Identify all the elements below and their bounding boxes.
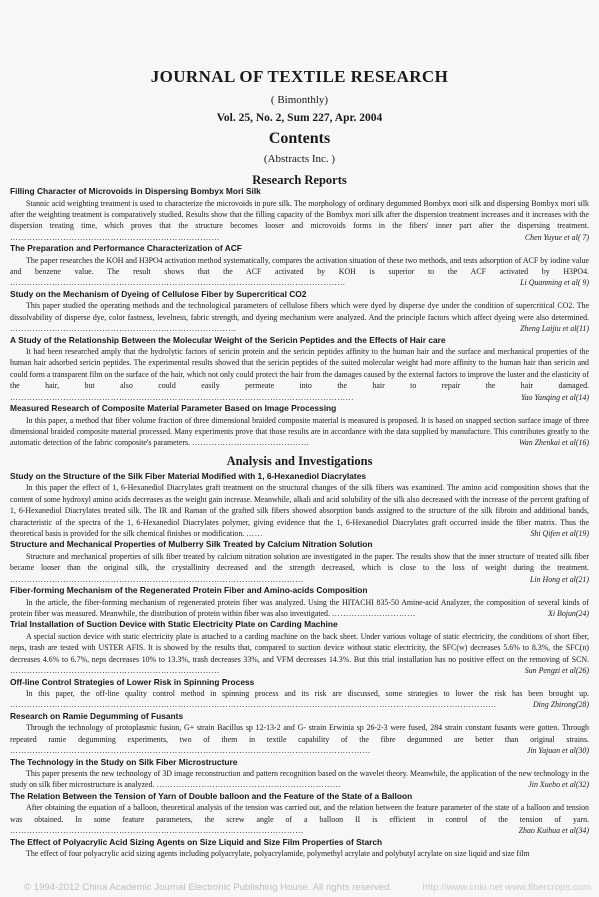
masthead — [0, 66, 599, 189]
article-author: Jin Yajuan et al(30) — [507, 745, 589, 756]
article-author: Zheng Laijiu et al(11) — [500, 323, 589, 334]
article-entry — [10, 585, 589, 619]
article-entry — [10, 243, 589, 289]
article-abstract: A special suction device with static electricity plate is attached to a carding machine on the back sheet. Under various voltage of static electricity, the conditions of short fiber, neps, trash are tested with USTER AFIS. It is showed by the results that, compared to suction device without static electricity, the SFC(w) decreases 5.6% to 8.3%, the SFC(n) decreases 4.6% to 6.7%, neps decreases 10% to 13.3%, trash decreases 33%, and VFM decreases 14.3%. But this trial installation has no positive effect on the removing of SCN. ………………………………………………………………… Sun Pengzi et al(26) — [10, 631, 589, 676]
article-abstract: In the article, the fiber-forming mechanism of regenerated protein fiber was analyzed. Using the HITACHI 835-50 Amine-acid Analyzer, the composition of several kinds of protein fiber was measured. Meanwhile, the distribution of protein within fiber was also investigated. ………………………… Xi Bojun(24) — [10, 597, 589, 618]
article-entry — [10, 791, 589, 837]
article-entry — [10, 335, 589, 404]
article-abstract: This paper presents the new technology of 3D image reconstruction and pattern recognition based on the wavelet theory. Meanwhile, the application of the new technology in the study on silk fiber microstructure is analyzed. ………………………………………………………… Jin Xuebo et al(32) — [10, 769, 589, 790]
article-title[interactable]: Study on the Mechanism of Dyeing of Cellulose Fiber by Supercritical CO2 — [10, 288, 307, 299]
article-abstract: In this paper, the off-line quality control method in spinning process and its risk are discussed, some strategies to lower the risk has been brought up. ………………………………………………………………………………………………………………………………………………………… Ding Zhirong(28) — [10, 689, 589, 710]
article-title[interactable]: The Effect of Polyacrylic Acid Sizing Agents on Size Liquid and Size Film Properties of Starch — [10, 836, 383, 847]
article-entry — [10, 677, 589, 711]
article-entry — [10, 186, 589, 243]
article-entry — [10, 711, 589, 757]
section-research-reports: Research Reports — [252, 173, 347, 187]
article-author: Jin Xuebo et al(32) — [508, 779, 589, 790]
article-author: Ding Zhirong(28) — [513, 699, 589, 710]
article-entry — [10, 619, 589, 676]
article-entry — [10, 757, 589, 791]
article-author: Li Quanming et al( 9) — [500, 277, 589, 288]
article-author: Lin Hong et al(21) — [510, 574, 589, 585]
article-entry — [10, 403, 589, 449]
article-author: Sun Pengzi et al(26) — [505, 665, 589, 676]
article-title[interactable]: Fiber-forming Mechanism of the Regenerated Protein Fiber and Amino-acids Composition — [10, 585, 368, 596]
article-abstract: In this paper, a method that fiber volume fraction of three dimensional braided composite material is measured is proposed. It is based on snapped section surface image of three dimensional braided composite material processed. Many experiments prove that those results are in accordance with the data supplied by manufacture. This contributes greatly to the automatic detection of the fabric composite's parameters. …………………………………… Wan Zhenkai et al(16) — [10, 415, 589, 448]
article-author: Wan Zhenkai et al(16) — [499, 437, 589, 448]
article-title[interactable]: The Preparation and Performance Characterization of ACF — [10, 243, 242, 254]
article-title[interactable]: Research on Ramie Degumming of Fusants — [10, 710, 184, 721]
article-abstract: In this paper the effect of 1, 6-Hexanediol Diacrylates graft treatment on the structural changes of the silk fibers was examined. The amino acid composition shows that the content of some hydroxyl amino acids decreases as the weight gain increase. Meanwhile, alkali and acid solubility of the silk also decreased with the increase of the percent grafting of 1, 6-Hexanediol Diacrylates treated silk. The IR and Raman of the grafted silk fibers showed absorption bands assigned to the structure of the silk fibroin and additional bands, characteristic of the spectra of the 1, 6-Hexanediol Diacrylates polymer, giving evidence that the 1, 6-Hexanediol Diacrylates graft occurred inside the fiber matrix. Thus the theoretical basis is provided for the silk chemical finishes or modification. …… Shi Qifen et al(19) — [10, 483, 589, 538]
contents-title: Contents — [268, 130, 331, 147]
article-abstract: This paper studied the operating methods and the technological parameters of cellulose fibers which were dyed by disperse dye under the condition of supercritical CO2. The dissolvability of disperse dye, color fastness, levelness, fabric strength, and dyeing mechanism were analyzed. And the principle factors which affect dyeing were also determined. ……………………………………………………………………… Zheng Laijiu et al(11) — [10, 301, 589, 334]
article-author: Yao Yanqing et al(14) — [501, 392, 589, 403]
article-title[interactable]: Measured Research of Composite Material Parameter Based on Image Processing — [10, 403, 337, 414]
article-title[interactable]: Trial Installation of Suction Device with Static Electricity Plate on Carding Machine — [10, 619, 338, 630]
article-abstract: The effect of four polyacrylic acid sizing agents including polyacrylate, polyacrylamide, polymethyl acrylate and polybutyl acrylate on size liquid and size film — [26, 849, 530, 859]
article-title[interactable]: Filling Character of Microvoids in Dispersing Bombyx Mori Silk — [10, 186, 261, 196]
article-title[interactable]: Structure and Mechanical Properties of Mulberry Silk Treated by Calcium Nitration Solution — [10, 539, 373, 550]
journal-title: JOURNAL OF TEXTILE RESEARCH — [150, 67, 449, 86]
contents-list — [10, 186, 589, 859]
abstracts-note: (Abstracts Inc. ) — [263, 153, 336, 165]
article-abstract: Structure and mechanical properties of silk fiber treated by calcium nitration solution are investigated in the paper. The results show that the inner structure of treated silk fiber became looser than the original silk, the crystallinity decreased and the strength decreased, which is close to the loss of weight during the treatment. …………………………………………………………………………………………… Lin Hong et al(21) — [10, 551, 589, 584]
article-abstract: Through the technology of protoplasmic fusion, G+ strain Bacillus sp 12-13-2 and G- strain Erwinia sp 26-2-3 were fused, 284 strain constant fusants were gotten. Through repeated ramie degumming experiments, two of them in textile capability of the fibre degummed are better than original strains. ………………………………………………………………………………………………………………… Jin Yajuan et al(30) — [10, 723, 589, 756]
article-author: Shi Qifen et al(19) — [510, 528, 589, 539]
article-entry — [10, 471, 589, 540]
article-author: Xi Bojun(24) — [528, 608, 589, 619]
article-author: Chen Yuyue et al( 7) — [505, 232, 589, 243]
article-entry — [10, 289, 589, 335]
article-abstract: The paper researches the KOH and H3PO4 activation method systematically, compares the activation situation of these two methods, and tests adsorption of ACF by iodine value and benzene value. The result shows that the ACF activated by KOH is superior to the ACF activated by H3PO4. ………………………………………………………………………………………………………… Li Quanming et al( 9) — [10, 255, 589, 288]
article-entry — [10, 539, 589, 585]
page-footer — [0, 880, 599, 897]
article-author: Zhao Kuihua et al(34) — [499, 825, 589, 836]
section-analysis: Analysis and Investigations — [226, 453, 373, 468]
article-title[interactable]: The Relation Between the Tension of Yarn of Double balloon and the Feature of the State of a Balloon — [10, 790, 413, 801]
issue-line: Vol. 25, No. 2, Sum 227, Apr. 2004 — [216, 112, 383, 124]
article-title[interactable]: Study on the Structure of the Silk Fiber Material Modified with 1, 6-Hexanediol Diacrylates — [10, 470, 367, 481]
article-abstract: After obtaining the equation of a balloon, theoretical analysis of the tension was carried out, and the relation between the feature parameter of the state of a balloon and tension was obtained. In some feature parameters, the screw angle of a balloon II is efficient in control of the tension of yarn. …………………………………………………………………………………………… Zhao Kuihua et al(34) — [10, 803, 589, 836]
article-title[interactable]: Off-line Control Strategies of Lower Risk in Spinning Process — [10, 676, 255, 687]
article-title[interactable]: The Technology in the Study on Silk Fiber Microstructure — [10, 756, 238, 767]
article-abstract: It had been researched amply that the hydrolytic factors of sericin protein and the sericin peptides affinity to the human hair and the surface and mechanical properties of the human hair adsorbed sericin peptides. The experimental results showed that the sericin peptides of the suited molecular weight had more affinity to the human hair than sericin and could form a transparent film on the surface of the hair, which not only could protect the hair from the damages caused by the external factors to improve the luster and the elasticity of the hair, but also could easily permeate into the hair to repair the hair damaged. …………………………………………………………………………………………………………… Yao Yanqing et al(14) — [10, 347, 589, 402]
article-entry — [10, 837, 589, 860]
frequency: ( Bimonthly) — [270, 94, 329, 106]
copyright-watermark: © 1994-2012 China Academic Journal Electronic Publishing House. All rights reserved. — [24, 882, 393, 893]
article-abstract: Stannic acid weighting treatment is used to characterize the microvoids in pure silk. The morphology of ordinary degummed Bombyx mori silk and dispersing Bombyx mori silk after the weighting treatment is comparatively studied. Results show that the filling capacity of the Bombyx mori silk after the dispersion treatment increases and it increases with the dispersion treating time, which proves that the structure becomes looser and microvoids forms in the fibers' inner part after the dispersing treatment. ………………………………………………………………… Chen Yuyue et al( 7) — [10, 198, 589, 242]
article-title[interactable]: A Study of the Relationship Between the Molecular Weight of the Sericin Peptides and the Effects of Hair care — [10, 334, 446, 345]
site-watermark[interactable]: http://www.cnki.net www.fibercrops.com — [422, 882, 591, 893]
